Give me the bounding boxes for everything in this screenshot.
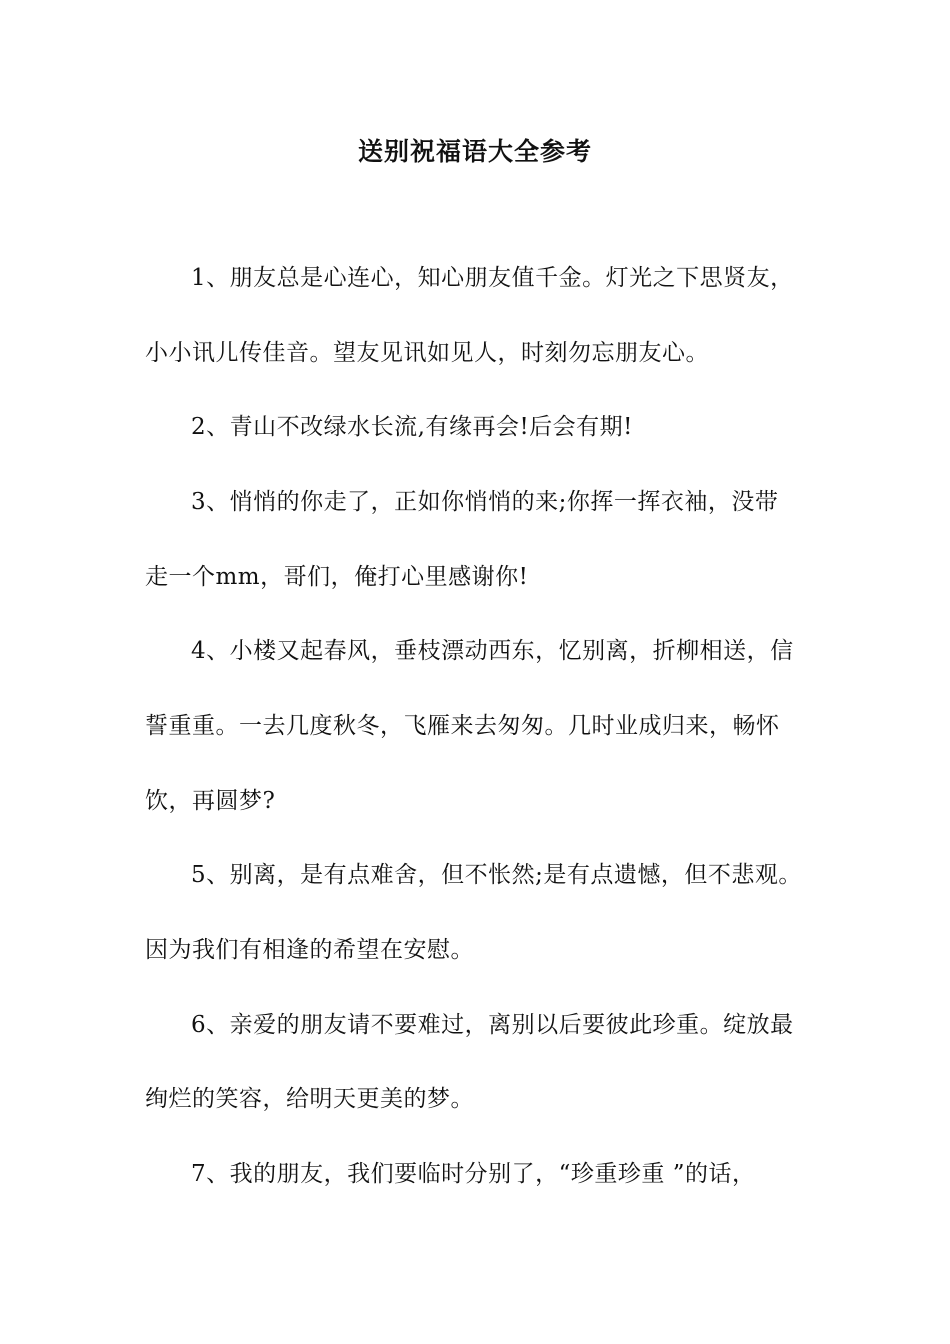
paragraph-3-line-2: 走一个mm，哥们，俺打心里感谢你! <box>145 564 529 590</box>
paragraph-5-line-2: 因为我们有相逢的希望在安慰。 <box>145 937 474 963</box>
paragraph-5-line-1: 5、别离，是有点难舍，但不怅然;是有点遗憾，但不悲观。 <box>191 862 802 888</box>
paragraph-7-line-1: 7、我的朋友，我们要临时分别了，“珍重珍重 ”的话， <box>191 1161 756 1187</box>
paragraph-4-line-1: 4、小楼又起春风，垂枝漂动西东，忆别离，折柳相送，信 <box>191 638 794 664</box>
paragraph-1-line-1: 1、朋友总是心连心，知心朋友值千金。灯光之下思贤友， <box>191 265 794 291</box>
paragraph-2-line-1: 2、青山不改绿水长流,有缘再会!后会有期! <box>191 414 633 440</box>
paragraph-6-line-1: 6、亲爱的朋友请不要难过，离别以后要彼此珍重。绽放最 <box>191 1012 794 1038</box>
paragraph-4-line-3: 饮，再圆梦? <box>145 788 276 814</box>
paragraph-3-line-1: 3、悄悄的你走了，正如你悄悄的来;你挥一挥衣袖，没带 <box>191 489 779 515</box>
paragraph-1-line-2: 小小讯儿传佳音。望友见讯如见人，时刻勿忘朋友心。 <box>145 340 709 366</box>
document-title: 送别祝福语大全参考 <box>357 137 592 166</box>
paragraph-4-line-2: 誓重重。一去几度秋冬，飞雁来去匆匆。几时业成归来，畅怀 <box>145 713 780 739</box>
paragraph-6-line-2: 绚烂的笑容，给明天更美的梦。 <box>145 1086 474 1112</box>
